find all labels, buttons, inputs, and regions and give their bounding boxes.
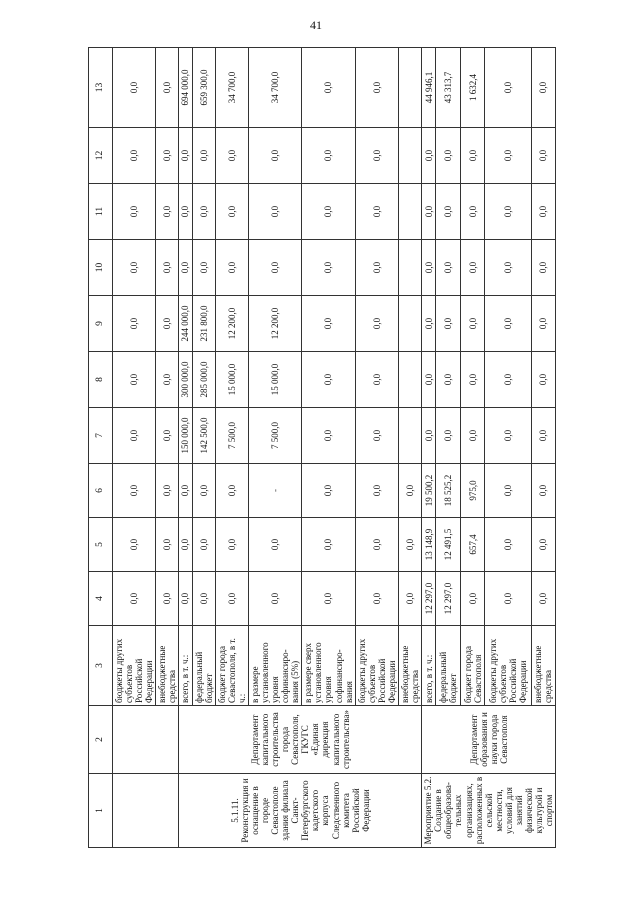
value-cell: 975,0 xyxy=(460,464,485,518)
value-cell: 34 700,0 xyxy=(215,48,248,128)
funding-source-cell: бюджет города Севастополя xyxy=(460,626,485,706)
value-cell: 0,0 xyxy=(422,352,436,408)
value-cell xyxy=(399,408,422,464)
value-cell: 0,0 xyxy=(460,572,485,626)
value-cell: 0,0 xyxy=(355,240,398,296)
value-cell: 0,0 xyxy=(179,572,192,626)
value-cell: 0,0 xyxy=(355,408,398,464)
value-cell: 0,0 xyxy=(156,408,179,464)
value-cell: 0,0 xyxy=(302,184,355,240)
col-header: 6 xyxy=(89,464,113,518)
funding-source-cell: внебюджетные средства xyxy=(399,626,422,706)
value-cell: 0,0 xyxy=(436,296,461,352)
value-cell: 285 000,0 xyxy=(192,352,215,408)
col-header: 10 xyxy=(89,240,113,296)
col-header: 3 xyxy=(89,626,113,706)
value-cell: 0,0 xyxy=(156,572,179,626)
value-cell: 0,0 xyxy=(113,48,156,128)
value-cell: 0,0 xyxy=(248,518,301,572)
value-cell: 0,0 xyxy=(460,408,485,464)
value-cell: 0,0 xyxy=(460,184,485,240)
value-cell: 0,0 xyxy=(531,184,556,240)
value-cell: 0,0 xyxy=(192,240,215,296)
value-cell: 15 000,0 xyxy=(215,352,248,408)
funding-source-cell: внебюджетные средства xyxy=(531,626,556,706)
value-cell: 12 491,5 xyxy=(436,518,461,572)
value-cell: 0,0 xyxy=(215,240,248,296)
value-cell: 0,0 xyxy=(422,296,436,352)
value-cell: 19 500,2 xyxy=(422,464,436,518)
value-cell: 0,0 xyxy=(422,184,436,240)
value-cell: 0,0 xyxy=(156,48,179,128)
value-cell: 15 000,0 xyxy=(248,352,301,408)
value-cell: 1 632,4 xyxy=(460,48,485,128)
value-cell: 0,0 xyxy=(485,352,531,408)
value-cell: 0,0 xyxy=(399,464,422,518)
value-cell: 7 500,0 xyxy=(215,408,248,464)
value-cell: 0,0 xyxy=(192,518,215,572)
value-cell: 657,4 xyxy=(460,518,485,572)
col-header: 11 xyxy=(89,184,113,240)
funding-source-cell: бюджеты других субъектов Российской Федерации xyxy=(485,626,531,706)
value-cell: 0,0 xyxy=(531,518,556,572)
value-cell: 0,0 xyxy=(179,128,192,184)
page-number: 41 xyxy=(310,18,322,32)
col-header: 8 xyxy=(89,352,113,408)
table-body xyxy=(113,48,556,848)
value-cell xyxy=(399,128,422,184)
table-row xyxy=(113,48,156,848)
value-cell: 7 500,0 xyxy=(248,408,301,464)
value-cell: 0,0 xyxy=(302,408,355,464)
value-cell: 43 313,7 xyxy=(436,48,461,128)
value-cell: 0,0 xyxy=(460,240,485,296)
table-row xyxy=(422,48,436,848)
rotated-table-canvas xyxy=(88,48,555,848)
value-cell: 0,0 xyxy=(436,128,461,184)
value-cell: 0,0 xyxy=(485,48,531,128)
value-cell: 0,0 xyxy=(460,352,485,408)
value-cell: 0,0 xyxy=(302,48,355,128)
activity-name-cell: Мероприятие 5.2. Создание в общеобразова-тельных организациях, расположенных в сельской местности, условий для занятий физической культурой и спортом xyxy=(422,774,556,848)
value-cell: 0,0 xyxy=(156,296,179,352)
col-header: 2 xyxy=(89,706,113,774)
col-header: 1 xyxy=(89,774,113,848)
col-header: 7 xyxy=(89,408,113,464)
value-cell: 0,0 xyxy=(531,352,556,408)
value-cell: 0,0 xyxy=(355,464,398,518)
value-cell: 0,0 xyxy=(215,464,248,518)
value-cell: 0,0 xyxy=(531,464,556,518)
executor-cell: Департамент капитального строительства города Севастополя, ГКУГС «Единая дирекция капитального строительства» xyxy=(179,706,422,774)
value-cell xyxy=(399,48,422,128)
table-row xyxy=(179,48,192,848)
value-cell: 0,0 xyxy=(179,240,192,296)
value-cell: 0,0 xyxy=(113,572,156,626)
value-cell: 0,0 xyxy=(192,128,215,184)
value-cell: 0,0 xyxy=(485,184,531,240)
value-cell: 0,0 xyxy=(355,184,398,240)
value-cell: 0,0 xyxy=(531,572,556,626)
value-cell: 0,0 xyxy=(302,352,355,408)
value-cell: 142 500,0 xyxy=(192,408,215,464)
value-cell: 0,0 xyxy=(248,240,301,296)
value-cell: 0,0 xyxy=(215,128,248,184)
value-cell: 659 300,0 xyxy=(192,48,215,128)
executor-cell xyxy=(113,706,179,774)
value-cell: 0,0 xyxy=(355,518,398,572)
value-cell: 18 525,2 xyxy=(436,464,461,518)
value-cell xyxy=(399,352,422,408)
value-cell: 0,0 xyxy=(422,128,436,184)
col-header: 4 xyxy=(89,572,113,626)
value-cell: 0,0 xyxy=(531,48,556,128)
value-cell: 0,0 xyxy=(485,408,531,464)
table-wrapper xyxy=(88,48,555,848)
value-cell: 12 297,0 xyxy=(436,572,461,626)
value-cell: 0,0 xyxy=(302,240,355,296)
activity-name-cell: 5.1.11. Реконструкция и оснащение в городе Севастополе здания филиала Санкт-Петербургского кадетского корпуса Следственного комитета Российской Федерации xyxy=(179,774,422,848)
value-cell: 0,0 xyxy=(248,128,301,184)
value-cell: 0,0 xyxy=(113,408,156,464)
value-cell: 0,0 xyxy=(156,128,179,184)
value-cell: 0,0 xyxy=(248,572,301,626)
value-cell: 0,0 xyxy=(436,184,461,240)
col-header: 5 xyxy=(89,518,113,572)
value-cell xyxy=(399,296,422,352)
value-cell: 300 000,0 xyxy=(179,352,192,408)
value-cell: 0,0 xyxy=(156,464,179,518)
funding-source-cell: в размере сверх установленного уровня софинансиро-вания xyxy=(302,626,355,706)
value-cell: 0,0 xyxy=(531,296,556,352)
budget-table xyxy=(88,47,556,848)
funding-source-cell: в размере установленного уровня софинансиро-вания (5%) xyxy=(248,626,301,706)
value-cell: 13 148,9 xyxy=(422,518,436,572)
value-cell: 0,0 xyxy=(113,128,156,184)
value-cell: 0,0 xyxy=(302,296,355,352)
value-cell: 12 200,0 xyxy=(215,296,248,352)
value-cell: 0,0 xyxy=(436,408,461,464)
value-cell: 0,0 xyxy=(485,240,531,296)
value-cell: 0,0 xyxy=(460,128,485,184)
value-cell: 0,0 xyxy=(436,352,461,408)
value-cell: 0,0 xyxy=(192,464,215,518)
executor-cell: Департамент образования и науки города Севастополя xyxy=(422,706,556,774)
value-cell: 34 700,0 xyxy=(248,48,301,128)
value-cell: 0,0 xyxy=(531,408,556,464)
activity-name-cell xyxy=(113,774,179,848)
value-cell: 0,0 xyxy=(215,572,248,626)
value-cell: 0,0 xyxy=(399,572,422,626)
column-number-row xyxy=(89,48,113,848)
value-cell: 0,0 xyxy=(192,572,215,626)
value-cell: 0,0 xyxy=(179,184,192,240)
value-cell: 0,0 xyxy=(113,518,156,572)
value-cell: 0,0 xyxy=(422,240,436,296)
col-header: 9 xyxy=(89,296,113,352)
value-cell: 0,0 xyxy=(179,518,192,572)
value-cell: 12 200,0 xyxy=(248,296,301,352)
value-cell: 0,0 xyxy=(355,48,398,128)
value-cell: 0,0 xyxy=(113,240,156,296)
funding-source-cell: внебюджетные средства xyxy=(156,626,179,706)
funding-source-cell: всего, в т. ч.: xyxy=(179,626,192,706)
value-cell: 0,0 xyxy=(156,352,179,408)
value-cell: - xyxy=(248,464,301,518)
value-cell: 0,0 xyxy=(113,352,156,408)
value-cell: 0,0 xyxy=(355,572,398,626)
value-cell: 0,0 xyxy=(113,296,156,352)
funding-source-cell: бюджет города Севастополя, в т. ч.: xyxy=(215,626,248,706)
col-header: 12 xyxy=(89,128,113,184)
value-cell xyxy=(399,240,422,296)
value-cell: 0,0 xyxy=(485,296,531,352)
value-cell: 0,0 xyxy=(215,518,248,572)
value-cell: 0,0 xyxy=(355,128,398,184)
value-cell: 0,0 xyxy=(485,464,531,518)
funding-source-cell: бюджеты других субъектов Российской Федерации xyxy=(113,626,156,706)
value-cell: 0,0 xyxy=(355,352,398,408)
value-cell: 0,0 xyxy=(531,128,556,184)
value-cell: 244 000,0 xyxy=(179,296,192,352)
value-cell: 0,0 xyxy=(156,184,179,240)
value-cell: 0,0 xyxy=(156,518,179,572)
value-cell: 694 000,0 xyxy=(179,48,192,128)
value-cell: 0,0 xyxy=(485,128,531,184)
value-cell: 0,0 xyxy=(531,240,556,296)
value-cell: 44 946,1 xyxy=(422,48,436,128)
value-cell: 0,0 xyxy=(399,518,422,572)
value-cell xyxy=(399,184,422,240)
value-cell: 231 800,0 xyxy=(192,296,215,352)
funding-source-cell: бюджеты других субъектов Российской Федерации xyxy=(355,626,398,706)
value-cell: 0,0 xyxy=(355,296,398,352)
value-cell: 0,0 xyxy=(422,408,436,464)
value-cell: 0,0 xyxy=(179,464,192,518)
value-cell: 0,0 xyxy=(485,518,531,572)
value-cell: 0,0 xyxy=(302,464,355,518)
value-cell: 0,0 xyxy=(248,184,301,240)
value-cell: 0,0 xyxy=(302,128,355,184)
value-cell: 0,0 xyxy=(113,184,156,240)
value-cell: 12 297,0 xyxy=(422,572,436,626)
funding-source-cell: федеральный бюджет xyxy=(192,626,215,706)
col-header: 13 xyxy=(89,48,113,128)
value-cell: 0,0 xyxy=(460,296,485,352)
value-cell: 0,0 xyxy=(113,464,156,518)
value-cell: 0,0 xyxy=(215,184,248,240)
value-cell: 0,0 xyxy=(192,184,215,240)
value-cell: 150 000,0 xyxy=(179,408,192,464)
value-cell: 0,0 xyxy=(436,240,461,296)
funding-source-cell: федеральный бюджет xyxy=(436,626,461,706)
value-cell: 0,0 xyxy=(485,572,531,626)
value-cell: 0,0 xyxy=(156,240,179,296)
value-cell: 0,0 xyxy=(302,572,355,626)
funding-source-cell: всего, в т. ч.: xyxy=(422,626,436,706)
value-cell: 0,0 xyxy=(302,518,355,572)
